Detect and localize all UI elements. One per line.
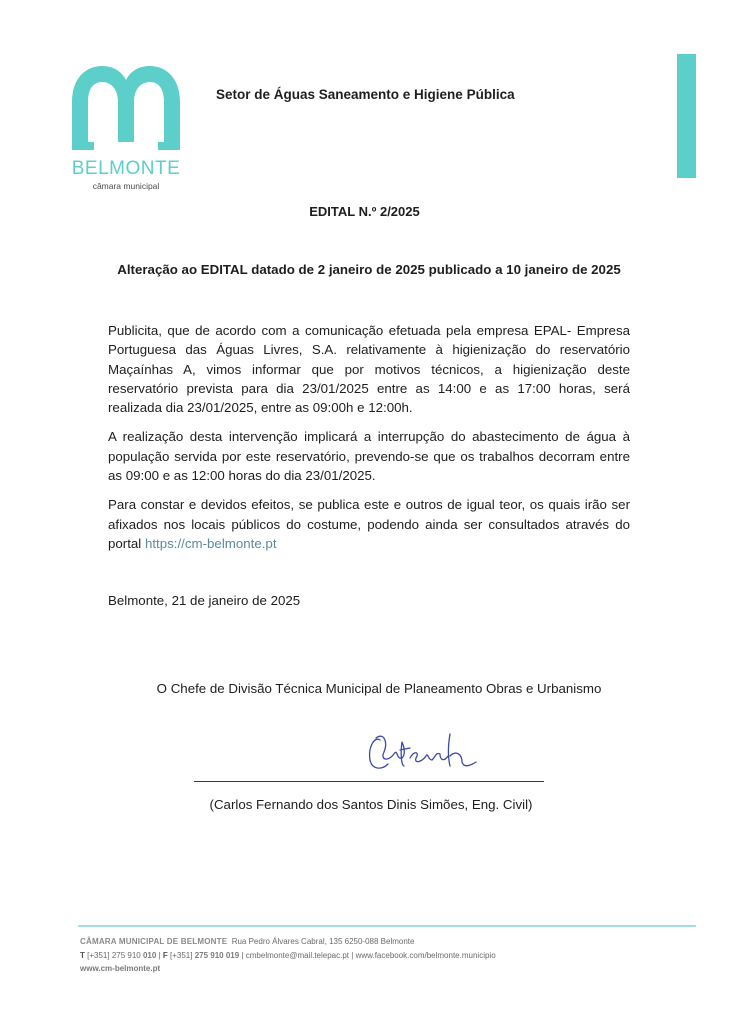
footer [80, 935, 496, 976]
phone-suffix: 010 [142, 950, 157, 960]
separator: | [351, 950, 354, 960]
fax-number: 275 910 019 [194, 950, 240, 960]
footer-address-line [80, 935, 496, 949]
belmonte-logo [70, 62, 190, 191]
logo-subtitle: câmara municipal [92, 181, 160, 191]
date-line: Belmonte, 21 de janeiro de 2025 [108, 593, 301, 608]
footer-website[interactable]: www.cm-belmonte.pt [80, 964, 161, 973]
paragraph-closing [108, 495, 630, 553]
handwritten-signature-icon [366, 726, 486, 776]
phone-prefix: [+351] 275 910 [87, 950, 141, 960]
paragraph: A realização desta intervenção implicará a interrupção do abastecimento de água à população servida por este reservatório, prevendo-se que os trabalhos decorram entre as 09:00 e as 12:00 horas do dia 23/01/2025. [108, 429, 630, 484]
footer-divider [78, 925, 696, 927]
document-body [108, 321, 630, 563]
footer-contact-line [80, 949, 496, 963]
accent-bar [677, 54, 696, 178]
footer-facebook[interactable]: www.facebook.com/belmonte.municipio [355, 950, 496, 960]
document-title: EDITAL N.º 2/2025 [309, 204, 420, 219]
signatory-title: O Chefe de Divisão Técnica Municipal de Planeamento Obras e Urbanismo [156, 681, 602, 696]
paragraph: Publicita, que de acordo com a comunicação efetuada pela empresa EPAL- Empresa Portuguesa das Águas Livres, S.A. relativamente à higienização do reservatório Maçaínhas A, vimos informar que por motivos técnicos, a higienização deste reservatório prevista para dia 23/01/2025 entre as 14:00 e as 17:00 horas, será realizada dia 23/01/2025, entre as 09:00h e 12:00h. [108, 323, 630, 416]
signatory-name: (Carlos Fernando dos Santos Dinis Simões, Eng. Civil) [209, 797, 533, 812]
closing-text: Para constar e devidos efeitos, se publica este e outros de igual teor, os quais irão ser afixados nos locais públicos do costume, podendo ainda ser consultados através do portal [108, 497, 630, 551]
portal-link[interactable]: https://cm-belmonte.pt [144, 535, 277, 551]
footer-email[interactable]: cmbelmonte@mail.telepac.pt [245, 950, 350, 960]
logo-name: BELMONTE [71, 158, 181, 179]
footer-org: CÂMARA MUNICIPAL DE BELMONTE [80, 937, 228, 946]
document-subtitle: Alteração ao EDITAL datado de 2 janeiro de 2025 publicado a 10 janeiro de 2025 [117, 262, 621, 277]
signature-line [194, 781, 544, 782]
footer-address: Rua Pedro Álvares Cabral, 135 6250-088 Belmonte [231, 937, 415, 946]
fax-prefix: [+351] [170, 950, 193, 960]
belmonte-m-logo-icon [70, 62, 182, 154]
fax-label: F [162, 950, 168, 960]
footer-website-line [80, 962, 496, 976]
separator: | [241, 950, 244, 960]
phone-label: T [80, 950, 85, 960]
separator: | [158, 950, 161, 960]
sector-heading: Setor de Águas Saneamento e Higiene Pública [216, 87, 515, 102]
